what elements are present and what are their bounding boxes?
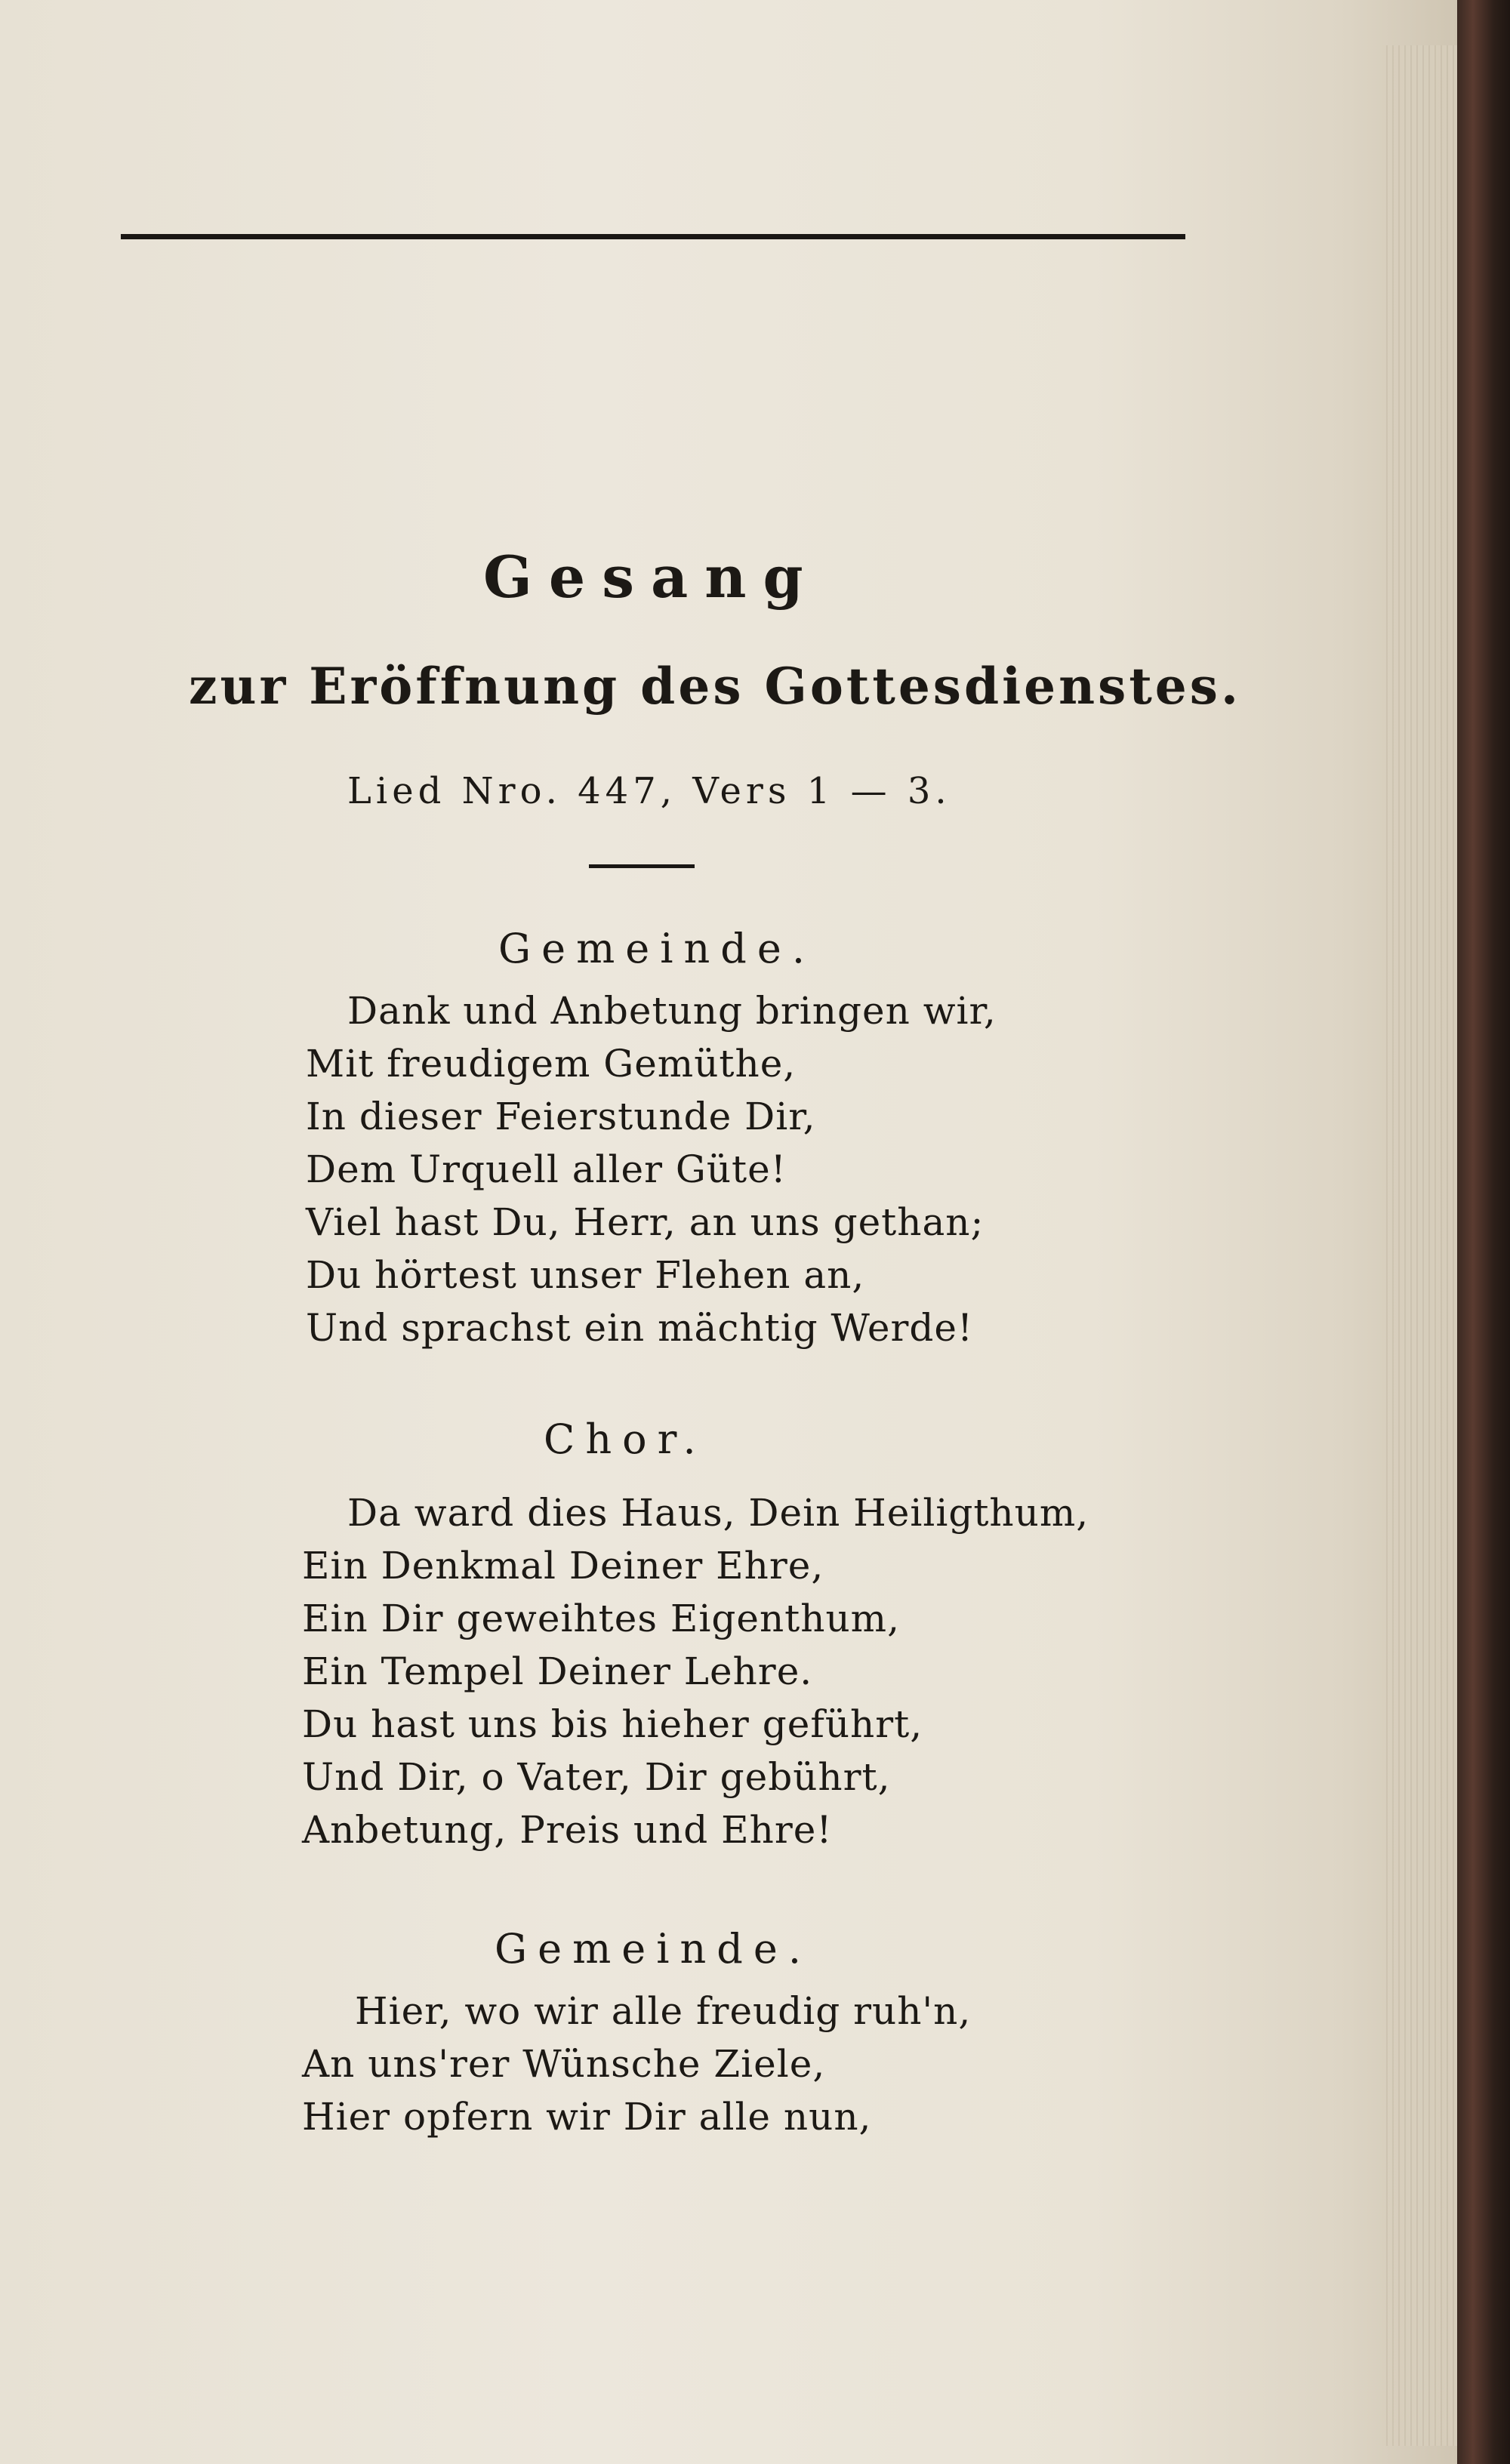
verse-line: In dieser Feierstunde Dir, xyxy=(306,1095,816,1138)
speaker-label: Gemeinde. xyxy=(498,925,815,972)
verse-line: Mit freudigem Gemüthe, xyxy=(306,1042,797,1086)
verse-line: Und sprachst ein mächtig Werde! xyxy=(306,1306,974,1350)
header-rule xyxy=(121,234,1185,239)
verse-line: Hier opfern wir Dir alle nun, xyxy=(302,2095,872,2139)
verse-line: Du hörtest unser Flehen an, xyxy=(306,1253,865,1297)
verse-line: Viel hast Du, Herr, an uns gethan; xyxy=(306,1200,985,1244)
show-through-texture xyxy=(619,272,1299,498)
verse-line: Ein Tempel Deiner Lehre. xyxy=(302,1649,813,1693)
book-binding xyxy=(1457,0,1510,2464)
verse-line: Hier, wo wir alle freudig ruh'n, xyxy=(355,1989,972,2033)
song-reference: Lied Nro. 447, Vers 1 — 3. xyxy=(347,770,951,812)
verse-line: An uns'rer Wünsche Ziele, xyxy=(302,2042,826,2086)
verse-line: Dem Urquell aller Güte! xyxy=(306,1147,787,1191)
verse-line: Anbetung, Preis und Ehre! xyxy=(302,1808,833,1852)
verse-line: Du hast uns bis hieher geführt, xyxy=(302,1702,923,1746)
verse-line: Ein Dir geweihtes Eigenthum, xyxy=(302,1597,900,1640)
verse-line: Dank und Anbetung bringen wir, xyxy=(347,989,997,1033)
verse-line: Da ward dies Haus, Dein Heiligthum, xyxy=(347,1491,1089,1535)
page-edges xyxy=(1382,45,1457,2446)
speaker-label: Chor. xyxy=(544,1415,707,1463)
verse-line: Und Dir, o Vater, Dir gebührt, xyxy=(302,1755,891,1799)
page-subtitle: zur Eröffnung des Gottesdienstes. xyxy=(189,657,1241,716)
speaker-label: Gemeinde. xyxy=(495,1925,812,1973)
verse-line: Ein Denkmal Deiner Ehre, xyxy=(302,1544,824,1588)
divider-rule xyxy=(589,864,695,868)
page-title: Gesang xyxy=(483,544,820,611)
